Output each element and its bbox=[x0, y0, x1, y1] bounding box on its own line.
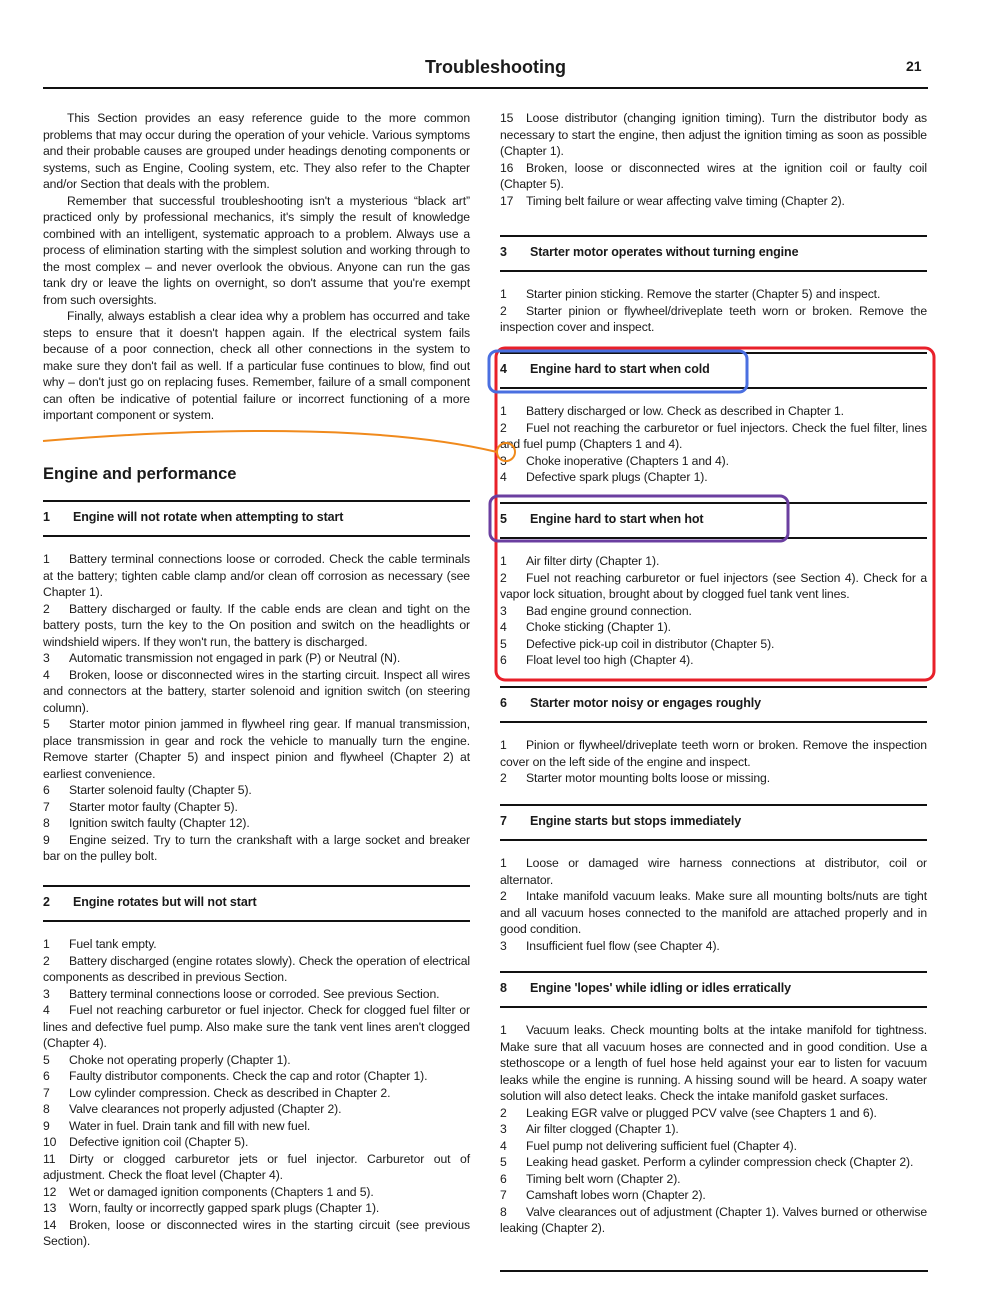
item-text: Defective pick-up coil in distributor (Chapter 5). bbox=[526, 636, 775, 651]
chapter-heading: Engine and performance bbox=[43, 465, 237, 483]
intro-paragraph: This Section provides an easy reference guide to the more common problems that may occur during the operation of your vehicle. Various symptoms and their probable causes are grouped under headings denoting components or systems, such as Engine, Cooling system, etc. They also refer to the Chapter and/or Section that deals with the problem. bbox=[43, 111, 470, 191]
section-number: 8 bbox=[500, 981, 507, 995]
item-text: Timing belt worn (Chapter 2). bbox=[526, 1171, 681, 1186]
list-item bbox=[500, 636, 927, 653]
item-number: 1 bbox=[500, 738, 507, 752]
item-text: Choke not operating properly (Chapter 1). bbox=[69, 1052, 291, 1067]
section-5 bbox=[500, 502, 927, 669]
item-number: 5 bbox=[43, 717, 50, 731]
section-title: Starter motor operates without turning engine bbox=[530, 245, 799, 259]
intro-paragraph: Finally, always establish a clear idea why a problem has occurred and take steps to ensure that it doesn't happen again. If the electrical system fails because of a poor connection, check all other connections in the system to make sure they don't fail as well. If a particular fuse continues to blow, find out why – don't just go on replacing fuses. Remember, failure of a small component can often be indicative of potential failure or incorrect functioning of a more important component or system. bbox=[43, 309, 470, 422]
item-number: 3 bbox=[43, 651, 50, 665]
list-item bbox=[500, 770, 927, 787]
item-number: 2 bbox=[500, 1105, 507, 1120]
list-item bbox=[43, 953, 470, 986]
item-number: 1 bbox=[500, 404, 507, 418]
list-item bbox=[43, 1151, 470, 1184]
item-number: 3 bbox=[500, 453, 507, 468]
list-item bbox=[43, 799, 470, 816]
item-text: Battery discharged or faulty. If the cable ends are clean and tight on the battery posts, turn the key to the On position and switch on the headlights or windshield wipers. If they won't run, the battery is discharged. bbox=[43, 601, 470, 649]
item-text: Engine seized. Try to turn the crankshaft with a large socket and breaker bar on the pulley bolt. bbox=[43, 832, 470, 863]
item-text: Battery discharged or low. Check as described in Chapter 1. bbox=[526, 404, 844, 418]
list-item bbox=[43, 1184, 470, 1201]
item-text: Broken, loose or disconnected wires at the ignition coil or faulty coil (Chapter 5). bbox=[500, 160, 927, 191]
section-number: 5 bbox=[500, 512, 507, 526]
item-text: Starter motor mounting bolts loose or missing. bbox=[526, 771, 770, 785]
list-item bbox=[500, 1121, 927, 1138]
item-number: 1 bbox=[500, 856, 507, 870]
section-4 bbox=[500, 352, 927, 486]
list-item bbox=[500, 453, 927, 470]
item-text: Starter pinion sticking. Remove the starter (Chapter 5) and inspect. bbox=[526, 287, 881, 301]
list-item bbox=[500, 737, 927, 770]
item-number: 5 bbox=[500, 636, 507, 651]
item-text: Float level too high (Chapter 4). bbox=[526, 653, 694, 667]
item-number: 17 bbox=[500, 193, 514, 208]
section-continued bbox=[500, 110, 927, 209]
item-text: Worn, faulty or incorrectly gapped spark plugs (Chapter 1). bbox=[69, 1201, 380, 1215]
list-item bbox=[500, 1204, 927, 1237]
page-number: 21 bbox=[906, 58, 922, 74]
item-text: Choke sticking (Chapter 1). bbox=[526, 620, 671, 634]
item-number: 12 bbox=[43, 1184, 57, 1199]
item-number: 1 bbox=[500, 287, 507, 301]
list-item bbox=[43, 601, 470, 651]
section-header bbox=[43, 885, 470, 922]
item-text: Water in fuel. Drain tank and fill with new fuel. bbox=[69, 1118, 311, 1133]
list-item bbox=[500, 570, 927, 603]
list-item bbox=[43, 986, 470, 1003]
item-number: 6 bbox=[43, 1069, 50, 1083]
item-text: Vacuum leaks. Check mounting bolts at the intake manifold for tightness. Make sure that all vacuum hoses are connected and in good condition. Use a stethoscope or a length of fuel hose held against your ear to listen for vacuum leaks while the engine is running. A hissing sound will be heard. A soapy water solution will also detect leaks. Check the intake manifold gasket surfaces. bbox=[500, 1023, 927, 1103]
section-title: Engine 'lopes' while idling or idles erratically bbox=[530, 981, 791, 995]
item-number: 6 bbox=[500, 653, 507, 667]
item-text: Battery terminal connections loose or corroded. Check the cable terminals at the battery; tighten cable clamp and/or clean off corrosion as necessary (see Chapter 1). bbox=[43, 552, 470, 599]
item-text: Broken, loose or disconnected wires in the starting circuit. Inspect all wires and connectors at the battery, starter solenoid and ignition switch (on steering column). bbox=[43, 667, 470, 715]
list-item bbox=[500, 1154, 927, 1171]
item-number: 10 bbox=[43, 1135, 57, 1149]
item-text: Broken, loose or disconnected wires in the starting circuit (see previous Section). bbox=[43, 1217, 470, 1248]
orange-pointer-line bbox=[43, 431, 497, 452]
section-title: Starter motor noisy or engages roughly bbox=[530, 696, 761, 710]
item-number: 7 bbox=[43, 799, 50, 814]
list-item bbox=[500, 553, 927, 570]
list-item bbox=[500, 160, 927, 193]
list-item bbox=[500, 286, 927, 303]
section-number: 3 bbox=[500, 245, 507, 259]
item-text: Leaking head gasket. Perform a cylinder compression check (Chapter 2). bbox=[526, 1155, 914, 1169]
item-number: 6 bbox=[43, 783, 50, 797]
section-title: Engine will not rotate when attempting to start bbox=[73, 510, 344, 524]
item-text: Ignition switch faulty (Chapter 12). bbox=[69, 816, 250, 830]
item-number: 2 bbox=[43, 953, 50, 968]
item-number: 5 bbox=[43, 1052, 50, 1067]
item-number: 4 bbox=[500, 470, 507, 484]
list-item bbox=[43, 1085, 470, 1102]
list-item bbox=[43, 1217, 470, 1250]
item-text: Pinion or flywheel/driveplate teeth worn or broken. Remove the inspection cover on the left side of the engine and inspect. bbox=[500, 738, 927, 769]
item-text: Fuel not reaching carburetor or fuel injector. Check for clogged fuel filter or lines and defective fuel pump. Also make sure the tank vent lines aren't clogged (Chapter 4). bbox=[43, 1003, 470, 1050]
item-text: Loose or damaged wire harness connections at distributor, coil or alternator. bbox=[500, 856, 927, 887]
list-item bbox=[43, 1101, 470, 1118]
page-title: Troubleshooting bbox=[425, 57, 566, 77]
list-item bbox=[43, 667, 470, 717]
item-text: Air filter clogged (Chapter 1). bbox=[526, 1122, 679, 1136]
section-1 bbox=[43, 500, 470, 865]
item-text: Faulty distributor components. Check the cap and rotor (Chapter 1). bbox=[69, 1069, 428, 1083]
item-number: 4 bbox=[43, 1003, 50, 1017]
section-number: 6 bbox=[500, 696, 507, 710]
section-6 bbox=[500, 686, 927, 787]
item-text: Fuel not reaching the carburetor or fuel injectors. Check the fuel filter, lines and fuel pump (Chapters 1 and 4). bbox=[500, 420, 927, 451]
section-number: 1 bbox=[43, 510, 50, 524]
item-text: Fuel tank empty. bbox=[69, 937, 157, 951]
item-number: 3 bbox=[500, 603, 507, 618]
list-item bbox=[43, 1118, 470, 1135]
list-item bbox=[43, 1200, 470, 1217]
section-title: Engine hard to start when hot bbox=[530, 512, 704, 526]
section-number: 2 bbox=[43, 895, 50, 909]
intro-text bbox=[43, 110, 470, 424]
section-2 bbox=[43, 885, 470, 1250]
item-text: Wet or damaged ignition components (Chapters 1 and 5). bbox=[69, 1184, 374, 1199]
list-item bbox=[500, 469, 927, 486]
section-number: 4 bbox=[500, 362, 507, 376]
section-title: Engine starts but stops immediately bbox=[530, 814, 742, 828]
section-header bbox=[500, 686, 927, 723]
list-item bbox=[43, 551, 470, 601]
list-item bbox=[43, 1068, 470, 1085]
item-text: Dirty or clogged carburetor jets or fuel injector. Carburetor out of adjustment. Check the float level (Chapter 4). bbox=[43, 1151, 470, 1182]
intro-paragraph: Remember that successful troubleshooting isn't a mysterious “black art” practiced only by professional mechanics, it's simply the result of knowledge combined with an intelligent, systematic approach to a problem. Always use a process of elimination starting with the simplest solution and working through to the most complex – and never overlook the obvious. Anyone can run the gas tank dry or leave the lights on overnight, so don't assume that you're exempt from such oversights. bbox=[43, 193, 470, 307]
list-item bbox=[43, 832, 470, 865]
section-7 bbox=[500, 804, 927, 954]
header-rule bbox=[43, 87, 928, 89]
item-number: 9 bbox=[43, 1118, 50, 1133]
item-text: Low cylinder compression. Check as described in Chapter 2. bbox=[69, 1085, 391, 1100]
list-item bbox=[43, 650, 470, 667]
item-number: 2 bbox=[500, 303, 507, 318]
section-header bbox=[500, 502, 927, 539]
item-text: Defective ignition coil (Chapter 5). bbox=[69, 1135, 249, 1149]
list-item bbox=[43, 815, 470, 832]
section-header bbox=[500, 352, 927, 389]
list-item bbox=[500, 1171, 927, 1188]
list-item bbox=[43, 1052, 470, 1069]
item-text: Defective spark plugs (Chapter 1). bbox=[526, 470, 708, 484]
list-item bbox=[500, 303, 927, 336]
section-header bbox=[43, 500, 470, 537]
item-text: Leaking EGR valve or plugged PCV valve (see Chapters 1 and 6). bbox=[526, 1105, 877, 1120]
item-text: Starter motor faulty (Chapter 5). bbox=[69, 799, 238, 814]
item-number: 2 bbox=[500, 420, 507, 435]
list-item bbox=[500, 603, 927, 620]
item-number: 6 bbox=[500, 1171, 507, 1186]
item-text: Automatic transmission not engaged in park (P) or Neutral (N). bbox=[69, 651, 401, 665]
item-text: Starter motor pinion jammed in flywheel ring gear. If manual transmission, place transmission in gear and rock the vehicle to manually turn the engine. Remove starter (Chapter 5) and inspect pinion and flywheel (Chapter 2) at earliest convenience. bbox=[43, 717, 470, 781]
item-text: Loose distributor (changing ignition timing). Turn the distributor body as necessary to start the engine, then adjust the ignition timing as soon as possible (Chapter 1). bbox=[500, 111, 927, 158]
item-number: 2 bbox=[43, 601, 50, 616]
section-header bbox=[500, 235, 927, 272]
item-number: 9 bbox=[43, 832, 50, 847]
list-item bbox=[43, 782, 470, 799]
item-number: 5 bbox=[500, 1155, 507, 1169]
list-item bbox=[500, 1105, 927, 1122]
item-text: Fuel not reaching carburetor or fuel injectors (see Section 4). Check for a vapor lock situation, brought about by clogged fuel tank vent lines. bbox=[500, 570, 927, 601]
list-item bbox=[500, 1187, 927, 1204]
item-text: Timing belt failure or wear affecting valve timing (Chapter 2). bbox=[526, 193, 845, 208]
list-item bbox=[500, 403, 927, 420]
item-number: 3 bbox=[500, 1122, 507, 1136]
list-item bbox=[43, 716, 470, 782]
item-number: 4 bbox=[500, 1138, 507, 1153]
list-item bbox=[43, 1002, 470, 1052]
list-item bbox=[43, 936, 470, 953]
list-item bbox=[500, 938, 927, 955]
item-number: 1 bbox=[43, 552, 50, 566]
section-number: 7 bbox=[500, 814, 507, 828]
section-3 bbox=[500, 235, 927, 336]
item-number: 1 bbox=[43, 937, 50, 951]
list-item bbox=[500, 110, 927, 160]
list-item bbox=[500, 619, 927, 636]
list-item bbox=[500, 888, 927, 938]
section-header bbox=[500, 804, 927, 841]
item-number: 15 bbox=[500, 111, 514, 125]
item-text: Battery discharged (engine rotates slowly). Check the operation of electrical components as described in previous Section. bbox=[43, 953, 470, 984]
item-number: 16 bbox=[500, 160, 514, 175]
section-title: Engine rotates but will not start bbox=[73, 895, 257, 909]
item-number: 1 bbox=[500, 554, 507, 568]
item-text: Valve clearances not properly adjusted (Chapter 2). bbox=[69, 1102, 342, 1116]
item-number: 7 bbox=[43, 1085, 50, 1100]
list-item bbox=[500, 1138, 927, 1155]
item-number: 8 bbox=[43, 1102, 50, 1116]
item-number: 2 bbox=[500, 570, 507, 585]
item-number: 1 bbox=[500, 1023, 507, 1037]
item-text: Fuel pump not delivering sufficient fuel (Chapter 4). bbox=[526, 1138, 797, 1153]
item-text: Battery terminal connections loose or corroded. See previous Section. bbox=[69, 986, 440, 1001]
item-number: 2 bbox=[500, 771, 507, 785]
item-number: 3 bbox=[43, 986, 50, 1001]
footer-rule bbox=[500, 1270, 928, 1272]
section-title: Engine hard to start when cold bbox=[530, 362, 710, 376]
item-number: 4 bbox=[500, 620, 507, 634]
list-item bbox=[500, 420, 927, 453]
item-text: Valve clearances out of adjustment (Chapter 1). Valves burned or otherwise leaking (Chapter 2). bbox=[500, 1204, 927, 1235]
item-number: 3 bbox=[500, 938, 507, 953]
item-number: 2 bbox=[500, 889, 507, 903]
item-text: Intake manifold vacuum leaks. Make sure all mounting bolts/nuts are tight and all vacuum hoses connected to the manifold are attached properly and in good condition. bbox=[500, 889, 927, 936]
item-number: 13 bbox=[43, 1201, 57, 1215]
item-text: Choke inoperative (Chapters 1 and 4). bbox=[526, 453, 729, 468]
list-item bbox=[43, 1134, 470, 1151]
item-text: Starter solenoid faulty (Chapter 5). bbox=[69, 783, 252, 797]
item-text: Bad engine ground connection. bbox=[526, 603, 692, 618]
item-number: 4 bbox=[43, 667, 50, 682]
list-item bbox=[500, 1022, 927, 1105]
item-number: 11 bbox=[43, 1151, 56, 1166]
section-8 bbox=[500, 971, 927, 1237]
item-text: Air filter dirty (Chapter 1). bbox=[526, 554, 660, 568]
item-number: 8 bbox=[500, 1204, 507, 1219]
section-header bbox=[500, 971, 927, 1008]
item-number: 14 bbox=[43, 1217, 57, 1232]
list-item bbox=[500, 652, 927, 669]
item-text: Starter pinion or flywheel/driveplate teeth worn or broken. Remove the inspection cover and inspect. bbox=[500, 303, 927, 334]
item-text: Insufficient fuel flow (see Chapter 4). bbox=[526, 938, 720, 953]
item-number: 7 bbox=[500, 1188, 507, 1202]
list-item bbox=[500, 855, 927, 888]
item-number: 8 bbox=[43, 816, 50, 830]
list-item bbox=[500, 193, 927, 210]
item-text: Camshaft lobes worn (Chapter 2). bbox=[526, 1188, 706, 1202]
